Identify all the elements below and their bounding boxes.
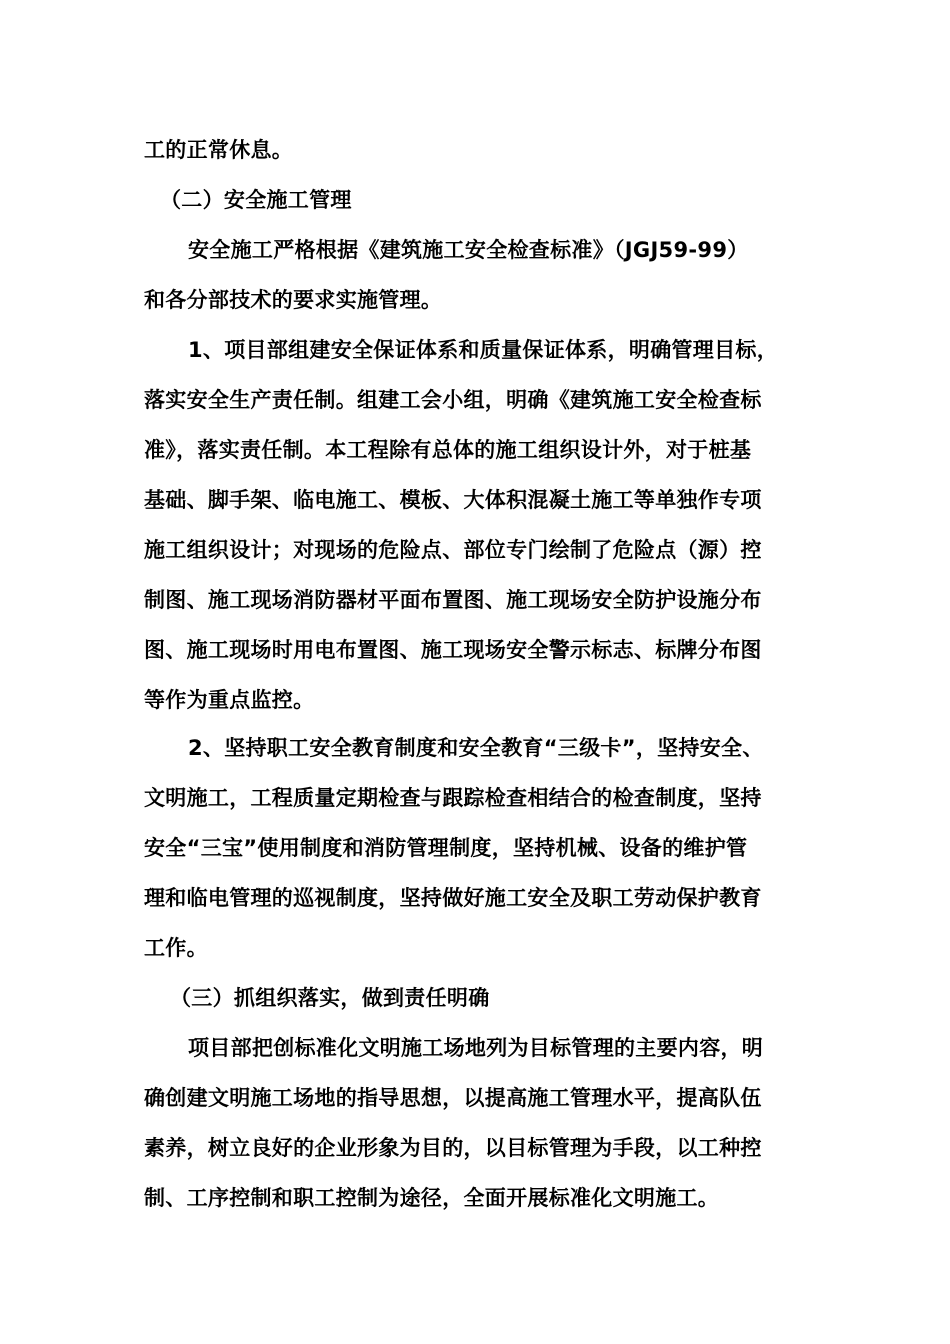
paragraph-line: 确创建文明施工场地的指导思想，以提高施工管理水平，提高队伍 bbox=[144, 1086, 762, 1110]
paragraph-line: 文明施工，工程质量定期检查与跟踪检查相结合的检查制度，坚持 bbox=[144, 786, 762, 810]
paragraph-line: 图、施工现场时用电布置图、施工现场安全警示标志、标牌分布图 bbox=[144, 638, 762, 662]
paragraph-line: 2、坚持职工安全教育制度和安全教育“三级卡”，坚持安全、 bbox=[188, 736, 764, 760]
paragraph-line: 等作为重点监控。 bbox=[144, 688, 315, 712]
paragraph-line: 准》，落实责任制。本工程除有总体的施工组织设计外，对于桩基 bbox=[144, 438, 752, 462]
paragraph-line: 工的正常休息。 bbox=[144, 138, 294, 162]
paragraph-line: 基础、脚手架、临电施工、模板、大体积混凝土施工等单独作专项 bbox=[144, 488, 762, 512]
paragraph-line: 1、项目部组建安全保证体系和质量保证体系，明确管理目标， bbox=[188, 338, 779, 362]
paragraph-line: 理和临电管理的巡视制度，坚持做好施工安全及职工劳动保护教育 bbox=[144, 886, 762, 910]
paragraph-line: 安全“三宝”使用制度和消防管理制度，坚持机械、设备的维护管 bbox=[144, 836, 748, 860]
paragraph-line: 制、工序控制和职工控制为途径，全面开展标准化文明施工。 bbox=[144, 1186, 720, 1210]
section-heading: （三）抓组织落实，做到责任明确 bbox=[170, 986, 490, 1010]
paragraph-line: 制图、施工现场消防器材平面布置图、施工现场安全防护设施分布 bbox=[144, 588, 762, 612]
paragraph-line: 项目部把创标准化文明施工场地列为目标管理的主要内容，明 bbox=[188, 1036, 764, 1060]
paragraph-line: 落实安全生产责任制。组建工会小组，明确《建筑施工安全检查标 bbox=[144, 388, 762, 412]
paragraph-line: 和各分部技术的要求实施管理。 bbox=[144, 288, 443, 312]
paragraph-line: 工作。 bbox=[144, 936, 208, 960]
paragraph-line: 素养，树立良好的企业形象为目的，以目标管理为手段，以工种控 bbox=[144, 1136, 762, 1160]
paragraph-line: 安全施工严格根据《建筑施工安全检查标准》（JGJ59-99） bbox=[188, 238, 749, 262]
section-heading: （二）安全施工管理 bbox=[160, 188, 352, 212]
paragraph-line: 施工组织设计；对现场的危险点、部位专门绘制了危险点（源）控 bbox=[144, 538, 762, 562]
